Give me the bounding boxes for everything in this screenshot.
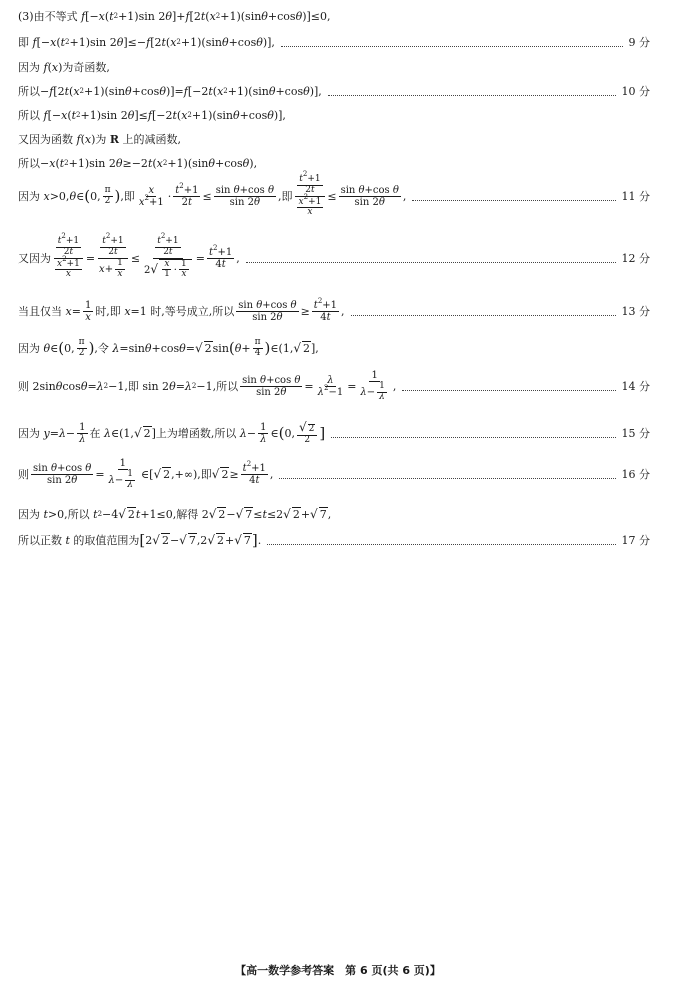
math-expression: 所以− x ( t 2 +1)sin 2 θ ≥−2 t ( x 2 +1)(sin θ +cos θ ), <box>18 156 258 170</box>
math-expression: 因为 x >0, θ ∈ ( 0, $\frac{\pi}{2}$ ) ,即 $\frac{x}{x^2+1}$ · $\frac{t^2+1}{2t}$ ≤ $\frac{\text{sin θ+cos θ}}{\sin 2\theta}$ ,即 $\frac{\frac{t^2+1}{2t}}{\frac{x^2+1}{x}}$ ≤ $\frac{\text{sin θ+cos θ}}{\sin 2\theta}$ , <box>18 169 407 218</box>
solution-line-7 <box>18 155 650 171</box>
leader-dots <box>246 262 616 263</box>
math-expression: 当且仅当 x = $\frac{1}{x}$ 时,即 x =1 时,等号成立,所以 $\frac{\text{sin θ+cos θ}}{\sin 2\theta}$ ≥ $\frac{t^2+1}{4t}$ , <box>18 296 345 323</box>
math-expression: (3)由不等式 f [− x ( t 2 +1)sin 2 θ ]+ f [2 t ( x 2 +1)(sin θ +cos θ )]≤0, <box>18 9 331 23</box>
score-mark: 13 分 <box>621 305 650 318</box>
solution-line-11 <box>18 334 650 362</box>
solution-line-12 <box>18 366 650 406</box>
math-expression: 所以正数 t 的取值范围为 [ 2 √ 2 − √ 7 ,2 √ 2 + √ 7 ] . <box>18 531 262 549</box>
leader-dots <box>331 437 615 438</box>
solution-line-4 <box>18 83 650 99</box>
score-mark: 9 分 <box>628 36 650 49</box>
score-mark: 12 分 <box>621 252 650 265</box>
math-expression: 所以 f [− x ( t 2 +1)sin 2 θ ]≤ f [−2 t ( x 2 +1)(sin θ +cos θ )], <box>18 108 286 122</box>
solution-line-2 <box>18 34 650 50</box>
leader-dots <box>351 315 616 316</box>
solution-line-8 <box>18 169 650 218</box>
math-expression: 因为 θ ∈ ( 0, $\frac{\pi}{2}$ ) ,令 λ =sin θ +cos θ = √ 2 sin ( θ + $\frac{\pi}{4}$ ) ∈(1, √ 2 ], <box>18 336 319 358</box>
score-mark: 15 分 <box>621 427 650 440</box>
math-expression: 因为 y = λ − $\frac{1}{\lambda}$ 在 λ ∈(1, √ 2 ]上为增函数,所以 λ − $\frac{1}{\lambda}$ ∈ ( 0, $\frac{√ 2}{2}$ ] <box>18 419 326 445</box>
solution-line-13 <box>18 418 650 448</box>
solution-line-10 <box>18 296 650 326</box>
math-expression: 即 f [− x ( t 2 +1)sin 2 θ ]≤− f [2 t ( x 2 +1)(sin θ +cos θ )], <box>18 35 275 49</box>
score-mark: 14 分 <box>621 380 650 393</box>
solution-line-3 <box>18 59 650 75</box>
math-expression: 则 2sin θ cos θ = λ 2 −1,即 sin 2 θ = λ 2 −1,所以 $\frac{\text{sin θ+cos θ}}{\sin 2\theta}$ = $\frac{\lambda}{\lambda^2-1}$ = 1 λ− $\frac{1}{\lambda}$ , <box>18 369 397 402</box>
solution-line-5 <box>18 107 650 123</box>
math-expression: 又因为 $\frac{\frac{t^2+1}{2t}}{\frac{x^2+1}{x}}$ = $\frac{t^2+1}{2t}$ x+ $\frac{1}{x}$ ≤ $\frac{t^2+1}{2t}$ 2√ $\frac{x}{1}$ · $\frac{1}{x}$ = $\frac{t^2+1}{4t}$ , <box>18 231 240 280</box>
score-mark: 10 分 <box>621 85 650 98</box>
leader-dots <box>279 478 615 479</box>
math-expression: 因为 t >0,所以 t 2 −4 √ 2 t +1≤0,解得 2 √ 2 − √ 7 ≤ t ≤2 √ 2 + √ 7 , <box>18 507 332 521</box>
math-expression: 所以− f [2 t ( x 2 +1)(sin θ +cos θ )]= f [−2 t ( x 2 +1)(sin θ +cos θ )], <box>18 84 322 98</box>
solution-line-6 <box>18 131 650 147</box>
page-footer: 【高一数学参考答案 第 6 页(共 6 页)】 <box>235 964 441 977</box>
score-mark: 17 分 <box>621 534 650 547</box>
solution-line-15 <box>18 506 650 522</box>
leader-dots <box>328 95 616 96</box>
solution-line-1 <box>18 8 650 24</box>
leader-dots <box>267 544 615 545</box>
math-expression: 则 $\frac{\text{sin θ+cos θ}}{\sin 2\theta}$ = 1 λ− $\frac{1}{\lambda}$ ∈[ √ 2 ,+∞),即 √ 2 ≥ $\frac{t^2+1}{4t}$ , <box>18 457 274 490</box>
leader-dots <box>281 46 623 47</box>
math-expression: 又因为函数 f ( x )为 R 上的减函数, <box>18 132 182 146</box>
solution-line-16 <box>18 531 650 549</box>
leader-dots <box>402 390 615 391</box>
math-expression: 因为 f ( x )为奇函数, <box>18 60 110 74</box>
score-mark: 11 分 <box>621 190 650 203</box>
score-mark: 16 分 <box>621 468 650 481</box>
leader-dots <box>412 200 615 201</box>
solution-line-14 <box>18 454 650 494</box>
solution-line-9 <box>18 231 650 280</box>
